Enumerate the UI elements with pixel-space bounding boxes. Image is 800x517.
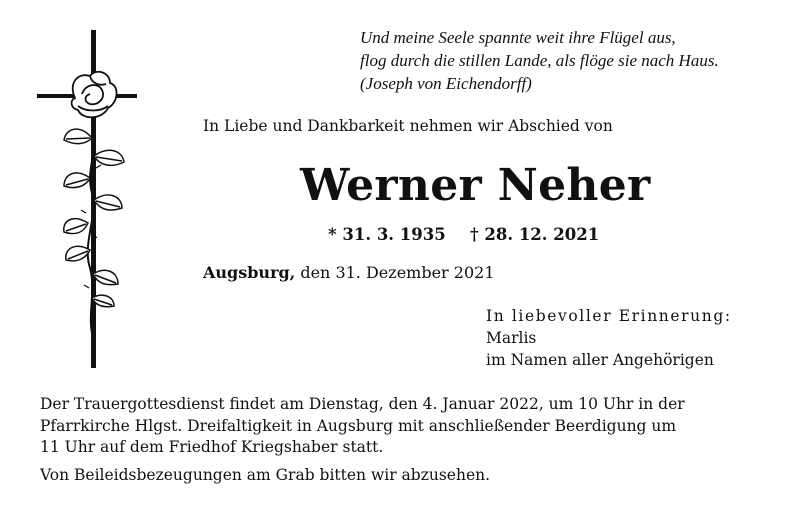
cross-with-rose-icon xyxy=(30,28,150,373)
birth-date: * 31. 3. 1935 xyxy=(328,225,446,244)
death-date: † 28. 12. 2021 xyxy=(470,225,600,244)
mourner-name: Marlis xyxy=(486,329,537,347)
condolence-note: Von Beileidsbezeugungen am Grab bitten wir abzusehen. xyxy=(40,466,491,484)
mourner-line: im Namen aller Angehörigen xyxy=(486,351,714,369)
funeral-service-info xyxy=(40,394,760,459)
service-line: 11 Uhr auf dem Friedhof Kriegshaber statt. xyxy=(40,438,384,456)
service-line: Der Trauergottesdienst findet am Dienstag, den 4. Januar 2022, um 10 Uhr in der xyxy=(40,395,685,413)
poem-author: (Joseph von Eichendorff) xyxy=(360,74,532,93)
poem-line: flog durch die stillen Lande, als flöge sie nach Haus. xyxy=(360,51,719,70)
deceased-name: Werner Neher xyxy=(300,160,651,211)
poem-line: Und meine Seele spannte weit ihre Flügel aus, xyxy=(360,28,676,47)
place: Augsburg, xyxy=(203,263,296,282)
place-date-line xyxy=(203,263,495,282)
notice-date: den 31. Dezember 2021 xyxy=(295,263,495,282)
eichendorff-poem xyxy=(360,26,790,95)
mourners-block xyxy=(486,305,732,371)
intro-text: In Liebe und Dankbarkeit nehmen wir Abschied von xyxy=(203,117,613,135)
mourners-heading: In liebevoller Erinnerung: xyxy=(486,307,732,325)
service-line: Pfarrkirche Hlgst. Dreifaltigkeit in Augsburg mit anschließender Beerdigung um xyxy=(40,416,677,435)
